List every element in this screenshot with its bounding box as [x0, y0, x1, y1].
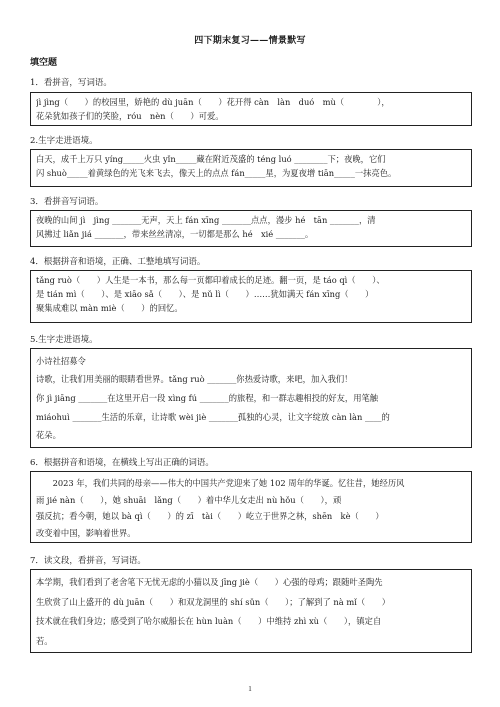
question-2-prompt: 2.生字走进语境。	[30, 136, 98, 146]
question-2-line-1: 白天，成千上万只 yíng_____火虫 yǐn_____藏在附近茂盛的 téng luó ________下；夜晚，它们	[36, 154, 386, 164]
question-6-line-4: 改变着中国，影响着世界。	[36, 527, 136, 538]
question-4-line-1: tǎng ruò（ ）人生是一本书，那么每一页都印着成长的足迹。翻一页，是 táo qì（ ）、	[36, 275, 385, 285]
question-5-line-2: 你 jì jiāng _______在这里开启一段 xìng fú _______的旅程，和一群志趣相投的好友，用笔触	[36, 393, 379, 403]
question-4-prompt: 4．根据拼音和语境，正确、工整地填写词语。	[30, 257, 206, 267]
question-5-heading: 小诗社招募令	[36, 356, 86, 366]
question-3-line-1: 夜晚的山间 jì jìng _______无声，天上 fán xīng _______点点，漫步 hé tān _______，清	[36, 215, 376, 225]
question-5-line-3: miáohuì _______生活的乐章，让诗歌 wèi jiè _______孤独的心灵，让文字绽放 càn làn ____的	[36, 412, 390, 422]
question-4-line-2: 是 tián mì（ ）、是 xiāo sǎ（ ）、是 nǔ lì（ ）……犹如满天 fán xīng（ ）	[36, 289, 374, 299]
question-3-line-2: 风拂过 liǎn jiá _______，带来丝丝清凉，一切都是那么 hé xié _______。	[36, 229, 314, 239]
question-6-line-1: 2023 年，我们共同的母亲——伟大的中国共产党迎来了她 102 周年的华诞。忆往昔，她经历风	[36, 478, 405, 488]
question-7-line-4: 若。	[36, 635, 53, 646]
question-1-box	[30, 92, 472, 126]
question-7-box	[30, 569, 472, 653]
question-2-line-2: 闪 shuò_____着黄绿色的光飞来飞去，像天上的点点 fán_____星，为夏夜增 tiān_____一抹亮色。	[36, 168, 397, 178]
question-7-line-1: 本学期，我们看到了老舍笔下无忧无虑的小猫以及 jīng jiè（ ）心强的母鸡；跟随叶圣陶先	[36, 577, 383, 587]
question-3-box	[30, 210, 472, 247]
question-5-line-1: 诗歌，让我们用美丽的眼睛看世界。tǎng ruò _______你热爱诗歌，来吧，加入我们！	[36, 374, 353, 384]
question-4-line-3: 聚集成难以 màn miè（ ）的回忆。	[36, 303, 183, 313]
question-6-line-3: 强反抗；看今朝，她以 bà qì（ ）的 zī tài（ ）屹立于世界之林，shēn kè（ ）	[36, 511, 384, 521]
question-6-box	[30, 471, 472, 543]
question-4-box	[30, 270, 472, 323]
page-title: 四下期末复习——情景默写	[194, 36, 306, 46]
question-2-box	[30, 149, 472, 187]
question-6-prompt: 6．根据拼音和语境，在横线上写出正确的词语。	[30, 458, 214, 468]
question-5-prompt: 5.生字走进语境。	[30, 335, 98, 345]
question-1-line-2: 花朵犹如孩子们的笑脸，róu nèn（ ）可爱。	[36, 111, 224, 121]
question-6-line-2: 雨 jié nàn（ ），她 shuāi lǎng（ ）着中华儿女走出 nù hǒu（ ），顽	[36, 494, 342, 505]
question-7-line-2: 生欣赏了山上盛开的 dù juān（ ）和双龙洞里的 shí sǔn（ ）；了解到了 nà mǐ（ ）	[36, 596, 391, 607]
question-7-line-3: 技术就在我们身边；感受到了哈尔威船长在 hùn luàn（ ）中维持 zhì xù（ ），镇定自	[36, 616, 382, 626]
section-label: 填空题	[30, 58, 58, 68]
question-1-line-1: jì jìng（ ）的校园里，娇艳的 dù juān（ ）花开得 càn làn duó mù（ ），	[36, 97, 390, 107]
question-7-prompt: 7．读文段，看拼音，写词语。	[30, 556, 146, 566]
question-1-prompt: 1．看拼音，写词语。	[30, 78, 112, 88]
question-5-box	[30, 348, 472, 448]
question-3-prompt: 3．看拼音写词语。	[30, 197, 104, 207]
question-5-line-4: 花朵。	[36, 430, 61, 440]
page-number: 1	[248, 685, 252, 693]
